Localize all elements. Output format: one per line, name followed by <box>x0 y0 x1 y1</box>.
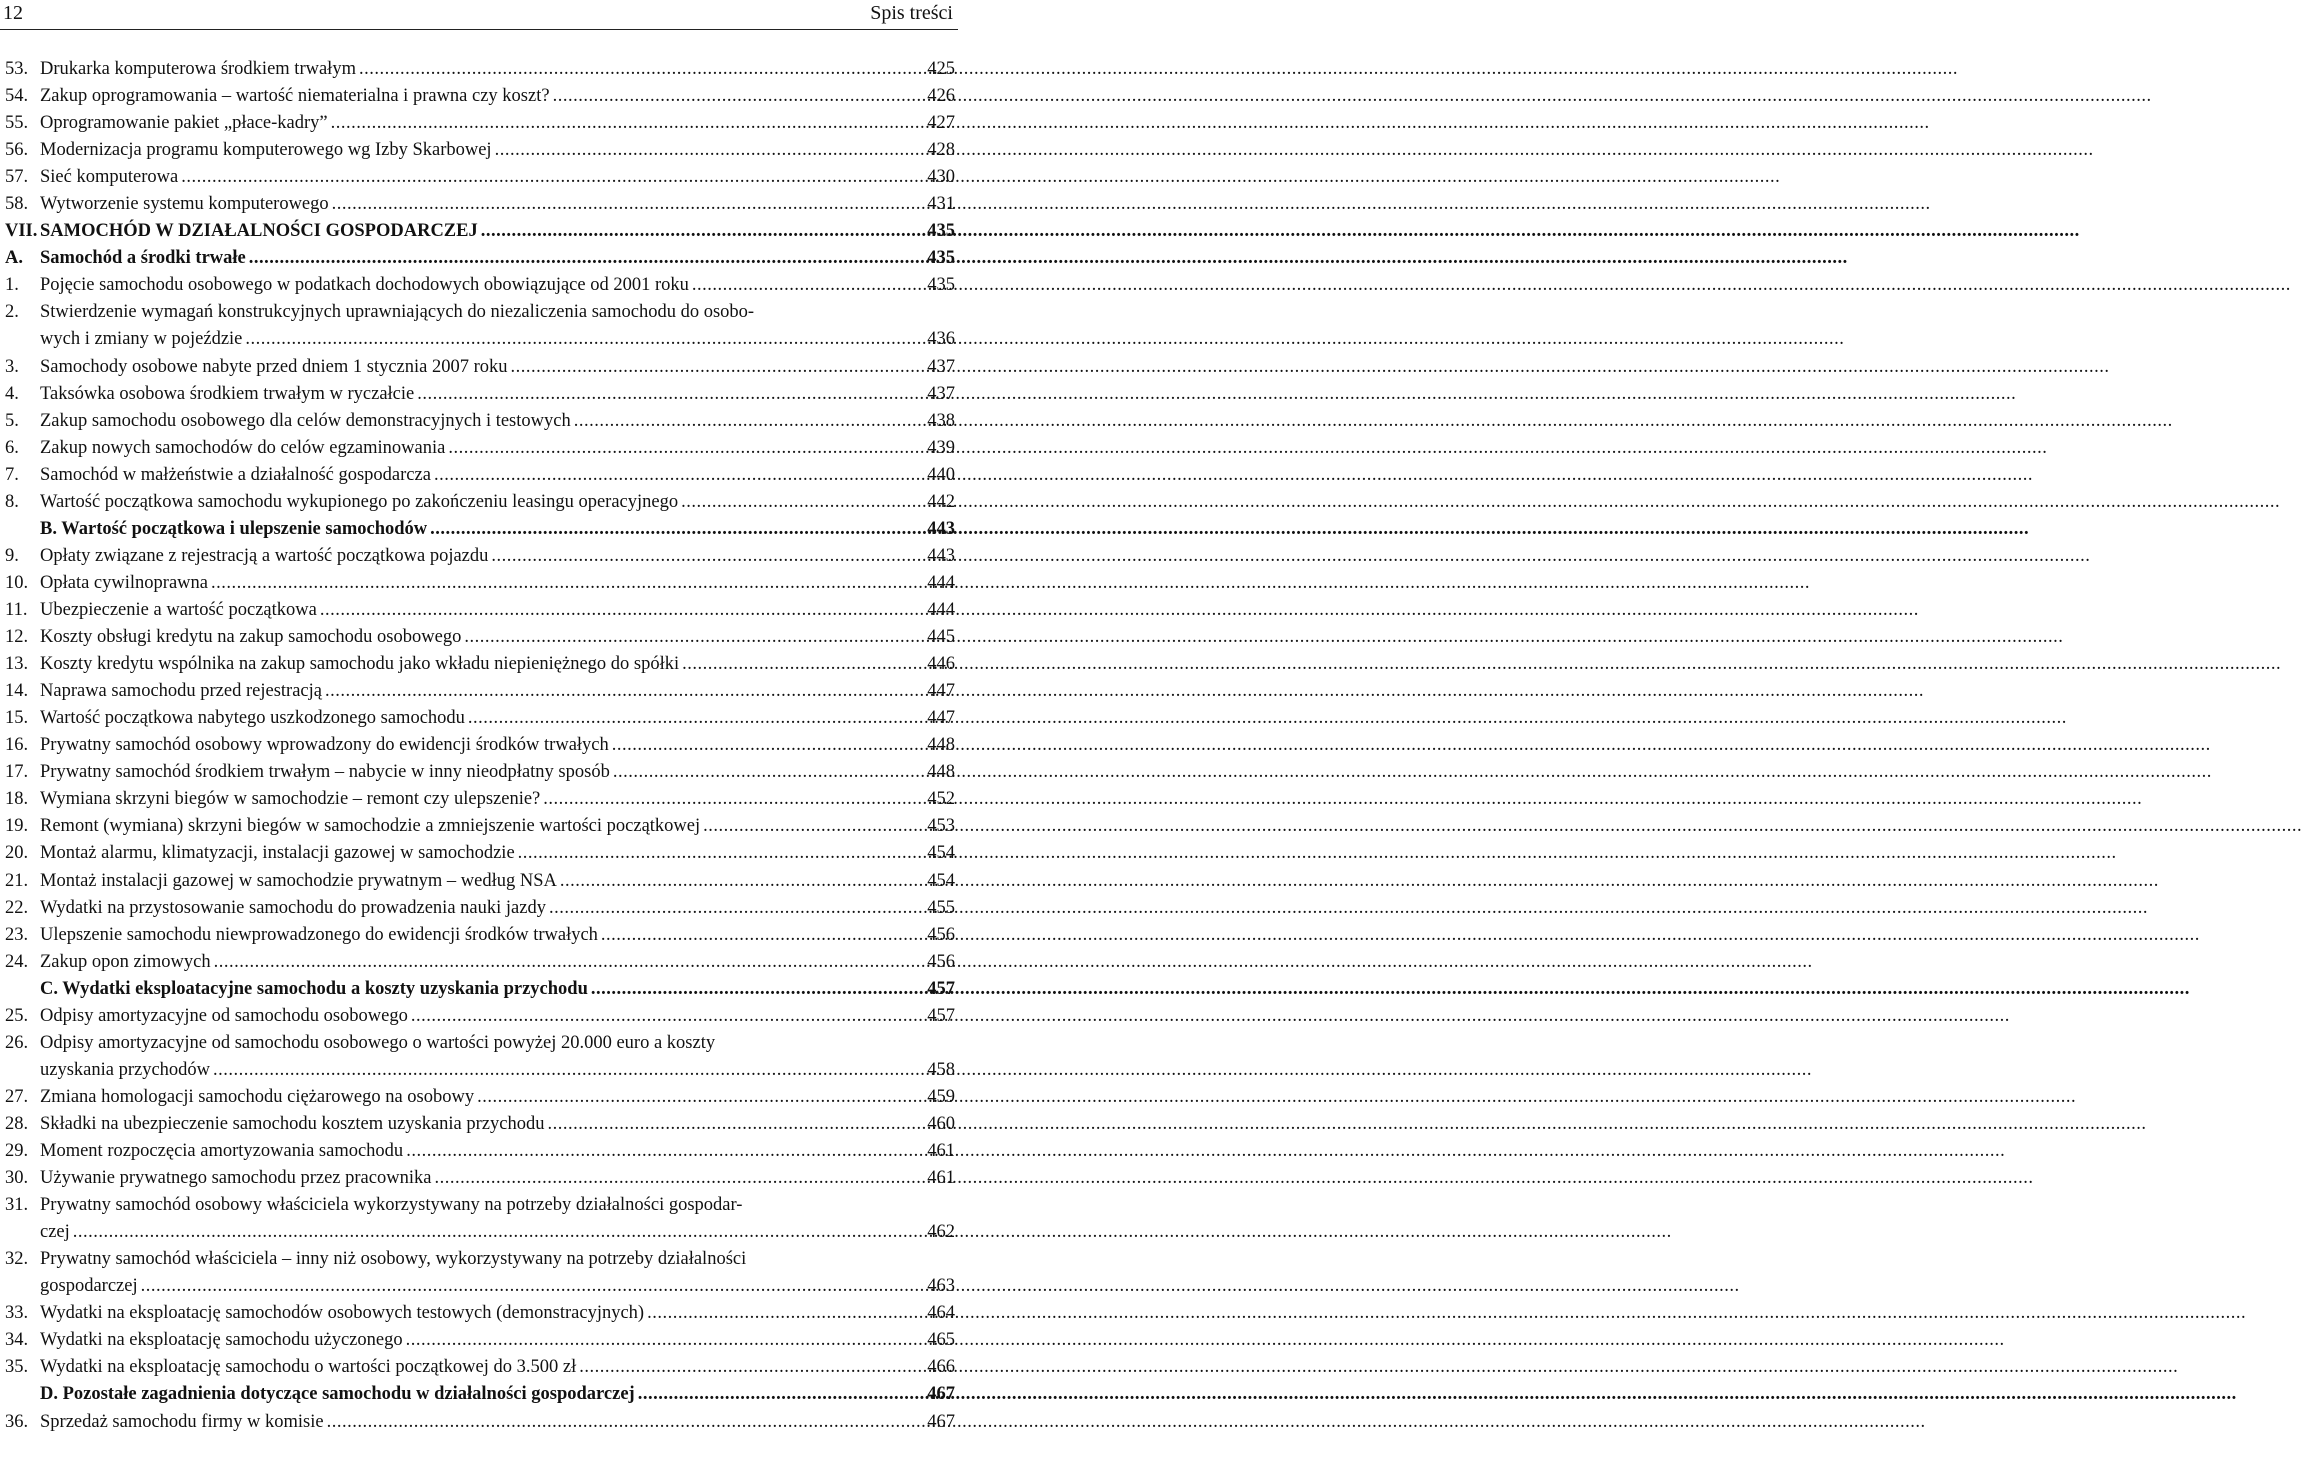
toc-entry[interactable] <box>0 381 960 408</box>
toc-entry-title: Koszty kredytu wspólnika na zakup samochodu jako wkładu niepieniężnego do spółki <box>40 654 680 675</box>
toc-entry-number: 6. <box>5 437 19 458</box>
dot-leader <box>638 1381 2237 1408</box>
toc-entry-page: 439 <box>927 437 955 458</box>
toc-entry-number: 57. <box>5 167 29 188</box>
toc-entry-title: Ulepszenie samochodu niewprowadzonego do ewidencji środków trwałych <box>40 924 598 945</box>
toc-entry-page: 427 <box>927 113 955 134</box>
toc-entry-title: Wartość początkowa samochodu wykupionego po zakończeniu leasingu operacyjnego <box>40 491 679 512</box>
toc-entry-title: czej <box>40 1222 70 1243</box>
dot-leader <box>518 840 2117 867</box>
dot-leader <box>331 110 1930 137</box>
toc-entry[interactable] <box>0 56 960 83</box>
toc-entry-page: 457 <box>927 1005 955 1026</box>
toc-entry-title: Taksówka osobowa środkiem trwałym w ryczałcie <box>40 383 415 404</box>
toc-entry-number: 14. <box>5 681 29 702</box>
toc-entry-number: 3. <box>5 356 19 377</box>
toc-entry-title: Wymiana skrzyni biegów w samochodzie – remont czy ulepszenie? <box>40 789 541 810</box>
toc-entry-number: 5. <box>5 410 19 431</box>
toc-entry-number: 56. <box>5 140 29 161</box>
toc-entry[interactable] <box>0 1300 960 1327</box>
toc-entry[interactable] <box>0 1003 960 1030</box>
dot-leader <box>591 976 2190 1003</box>
toc-entry-title: Wartość początkowa nabytego uszkodzonego samochodu <box>40 708 465 729</box>
dot-leader <box>213 1057 1812 1084</box>
toc-entry-title: Odpisy amortyzacyjne od samochodu osobowego o wartości powyżej 20.000 euro a koszty <box>40 1032 716 1053</box>
dot-leader <box>417 381 2016 408</box>
header-rule <box>0 29 958 30</box>
toc-entry-number: 12. <box>5 627 29 648</box>
toc-entry-page: 461 <box>927 1141 955 1161</box>
toc-entry-number: VII. <box>5 221 38 242</box>
toc-entry-title: Sieć komputerowa <box>40 167 179 188</box>
toc-entry-title: Zakup nowych samochodów do celów egzaminowania <box>40 437 446 458</box>
toc-entry-number: 34. <box>5 1330 29 1351</box>
toc-entry-page: 442 <box>927 491 955 512</box>
dot-leader <box>491 543 2090 570</box>
toc-entry-title: B. Wartość początkowa i ulepszenie samochodów <box>40 518 428 539</box>
toc-entry[interactable] <box>0 164 960 191</box>
toc-entry-number: A. <box>5 248 23 269</box>
dot-leader <box>249 245 1848 272</box>
toc-entry-number: 9. <box>5 545 19 566</box>
toc-entry-page: 444 <box>927 600 955 620</box>
toc-entry[interactable] <box>0 1084 960 1111</box>
toc-entry-title: gospodarczej <box>40 1276 138 1297</box>
toc-entry-number: 36. <box>5 1411 29 1432</box>
dot-leader <box>549 895 2148 922</box>
toc-entry-number: 30. <box>5 1168 29 1189</box>
dot-leader <box>477 1084 2076 1111</box>
toc-entry[interactable] <box>0 651 960 678</box>
toc-entry-page: 455 <box>927 897 955 918</box>
toc-entry-title: Wydatki na przystosowanie samochodu do prowadzenia nauki jazdy <box>40 897 546 918</box>
toc-entry-page: 430 <box>927 167 955 188</box>
toc-entry[interactable] <box>0 705 960 732</box>
toc-entry[interactable] <box>0 840 960 867</box>
toc-entry-page: 463 <box>927 1276 955 1297</box>
toc-entry-number: 7. <box>5 464 19 485</box>
toc-entry-title: Prywatny samochód osobowy właściciela wykorzystywany na potrzeby działalności gospodar- <box>40 1195 743 1216</box>
toc-entry-number: 10. <box>5 572 29 593</box>
toc-entry-page: 467 <box>927 1384 955 1405</box>
toc-entry-page: 440 <box>927 464 955 485</box>
dot-leader <box>181 164 1780 191</box>
toc-entry-page: 447 <box>927 708 955 729</box>
dot-leader <box>211 570 1810 597</box>
dot-leader <box>543 786 2142 813</box>
dot-leader <box>495 137 2094 164</box>
toc-entry-title: wych i zmiany w pojeździe <box>40 329 243 350</box>
toc-entry-title: Samochody osobowe nabyte przed dniem 1 stycznia 2007 roku <box>40 356 508 377</box>
toc-entry-page: 445 <box>927 627 955 648</box>
toc-entry-title: Sprzedaż samochodu firmy w komisie <box>40 1411 324 1432</box>
toc-entry-title: Remont (wymiana) skrzyni biegów w samochodzie a zmniejszenie wartości początkowej <box>40 816 701 837</box>
toc-entry-number: 23. <box>5 924 29 945</box>
toc-entry-number: 18. <box>5 789 29 810</box>
toc-entry[interactable] <box>0 1111 960 1138</box>
toc-entry-title: Zakup opon zimowych <box>40 951 211 972</box>
toc-entry[interactable] <box>0 110 960 137</box>
toc-entry-number: 17. <box>5 762 29 783</box>
dot-leader <box>481 218 2080 245</box>
dot-leader <box>214 949 1813 976</box>
toc-entry-number: 31. <box>5 1195 29 1216</box>
toc-entry-title: Wydatki na eksploatację samochodu o wartości początkowej do 3.500 zł <box>40 1357 577 1378</box>
toc-entry-page: 467 <box>927 1411 955 1432</box>
dot-leader <box>359 56 1958 83</box>
toc-entry-page: 462 <box>927 1222 955 1243</box>
toc-entry-title: Koszty obsługi kredytu na zakup samochodu osobowego <box>40 627 462 648</box>
toc-entry-title: Ubezpieczenie a wartość początkowa <box>40 600 317 620</box>
toc-entry-page: 443 <box>927 518 955 539</box>
toc-entry[interactable] <box>0 597 960 624</box>
toc-entry-page: 438 <box>927 410 955 431</box>
toc-entry-title: Odpisy amortyzacyjne od samochodu osobowego <box>40 1005 408 1026</box>
dot-leader <box>325 678 1924 705</box>
toc-entry-title: Montaż alarmu, klimatyzacji, instalacji gazowej w samochodzie <box>40 843 515 864</box>
toc-entry-page: 435 <box>927 221 955 242</box>
toc-entry[interactable] <box>0 1030 960 1084</box>
toc-entry-number: 27. <box>5 1086 29 1107</box>
toc-entry-number: 54. <box>5 86 29 107</box>
toc-entry[interactable] <box>0 1381 960 1408</box>
toc-entry-number: 11. <box>5 600 28 620</box>
dot-leader <box>574 408 2173 435</box>
toc-entry[interactable] <box>0 489 960 516</box>
toc-entry-page: 431 <box>927 194 955 215</box>
toc-entry-number: 25. <box>5 1005 29 1026</box>
toc-entry-page: 459 <box>927 1086 955 1107</box>
toc-entry[interactable] <box>0 435 960 462</box>
toc-entry-number: 19. <box>5 816 29 837</box>
toc-entry[interactable] <box>0 83 960 110</box>
toc-entry-number: 2. <box>5 302 19 323</box>
dot-leader <box>560 868 2159 895</box>
dot-leader <box>245 326 1844 353</box>
dot-leader <box>468 705 2067 732</box>
toc-entry-page: 437 <box>927 356 955 377</box>
toc-entry-number: 16. <box>5 735 29 756</box>
dot-leader <box>553 83 2152 110</box>
toc-entry[interactable] <box>0 1192 960 1246</box>
toc-entry-title: Prywatny samochód środkiem trwałym – nabycie w inny nieodpłatny sposób <box>40 762 610 783</box>
toc-entry-title: Pojęcie samochodu osobowego w podatkach dochodowych obowiązujące od 2001 roku <box>40 275 689 296</box>
toc-entry-title: Drukarka komputerowa środkiem trwałym <box>40 59 356 79</box>
toc-entry[interactable] <box>0 272 960 299</box>
toc-entry[interactable] <box>0 1327 960 1354</box>
toc-entry[interactable] <box>0 218 960 245</box>
toc-entry-number: 32. <box>5 1249 29 1270</box>
toc-entry-number: 21. <box>5 870 29 891</box>
toc-entry-page: 444 <box>927 572 955 593</box>
toc-entry[interactable] <box>0 1409 960 1436</box>
toc-entry[interactable] <box>0 245 960 272</box>
toc-entry-page: 456 <box>927 924 955 945</box>
toc-entry-page: 454 <box>927 870 955 891</box>
toc-entry-page: 437 <box>927 383 955 404</box>
toc-entry-title: Wytworzenie systemu komputerowego <box>40 194 329 215</box>
toc-entry-page: 458 <box>927 1059 955 1080</box>
toc-entry[interactable] <box>0 624 960 651</box>
toc-entry-number: 28. <box>5 1113 29 1134</box>
toc-entry-number: 13. <box>5 654 29 675</box>
toc-entry[interactable] <box>0 543 960 570</box>
toc-entry-page: 447 <box>927 681 955 702</box>
toc-entry-title: Samochód a środki trwałe <box>40 248 246 269</box>
toc-entry-page: 425 <box>927 59 955 79</box>
toc-entry-title: Prywatny samochód osobowy wprowadzony do ewidencji środków trwałych <box>40 735 609 756</box>
toc-entry[interactable] <box>0 1246 960 1300</box>
toc-entry[interactable] <box>0 895 960 922</box>
toc-entry-title: Wydatki na eksploatację samochodu użyczonego <box>40 1330 403 1351</box>
toc-entry[interactable] <box>0 299 960 353</box>
toc-entry-title: Samochód w małżeństwie a działalność gospodarcza <box>40 464 431 485</box>
toc-entry[interactable] <box>0 191 960 218</box>
dot-leader <box>332 191 1931 218</box>
toc-entry-title: Modernizacja programu komputerowego wg Izby Skarbowej <box>40 140 492 161</box>
toc-entry-page: 465 <box>927 1330 955 1351</box>
toc-entry-title: Zakup oprogramowania – wartość niematerialna i prawna czy koszt? <box>40 86 550 107</box>
toc-entry-page: 435 <box>927 248 955 269</box>
toc-entry[interactable] <box>0 408 960 435</box>
dot-leader <box>430 516 2029 543</box>
toc-entry-page: 435 <box>927 275 955 296</box>
toc-entry-title: Oprogramowanie pakiet „płace-kadry” <box>40 113 328 134</box>
dot-leader <box>612 732 2211 759</box>
toc-entry-title: Opłata cywilnoprawna <box>40 572 208 593</box>
dot-leader <box>464 624 2063 651</box>
toc-entry-number: 4. <box>5 383 19 404</box>
toc-entry-page: 426 <box>927 86 955 107</box>
toc-entry-title: Składki na ubezpieczenie samochodu kosztem uzyskania przychodu <box>40 1113 545 1134</box>
toc-entry-page: 446 <box>927 654 955 675</box>
toc-entry-page: 428 <box>927 140 955 161</box>
dot-leader <box>613 759 2212 786</box>
dot-leader <box>434 1165 2033 1192</box>
dot-leader <box>406 1327 2005 1354</box>
dot-leader <box>682 651 2281 678</box>
toc-entry-title: Zmiana homologacji samochodu ciężarowego na osobowy <box>40 1086 475 1107</box>
dot-leader <box>647 1300 2246 1327</box>
dot-leader <box>681 489 2280 516</box>
dot-leader <box>434 462 2033 489</box>
toc-entry[interactable] <box>0 759 960 786</box>
toc-entry-title: Opłaty związane z rejestracją a wartość początkowa pojazdu <box>40 545 489 566</box>
toc-entry-number: 29. <box>5 1141 29 1161</box>
toc-entry-title: Używanie prywatnego samochodu przez pracownika <box>40 1168 432 1189</box>
dot-leader <box>579 1354 2178 1381</box>
running-title: Spis treści <box>870 2 953 24</box>
toc-entry[interactable] <box>0 1354 960 1381</box>
toc-entry[interactable] <box>0 868 960 895</box>
toc-entry[interactable] <box>0 1138 960 1165</box>
toc-entry[interactable] <box>0 137 960 164</box>
toc-entry-number: 24. <box>5 951 29 972</box>
toc-entry-number: 26. <box>5 1032 29 1053</box>
toc-entry-title: Zakup samochodu osobowego dla celów demonstracyjnych i testowych <box>40 410 571 431</box>
toc-entry[interactable] <box>0 949 960 976</box>
dot-leader <box>411 1003 2010 1030</box>
toc-entry-number: 1. <box>5 275 19 296</box>
toc-entry-page: 460 <box>927 1113 955 1134</box>
toc-entry[interactable] <box>0 922 960 949</box>
toc-entry[interactable] <box>0 678 960 705</box>
toc-entry-number: 8. <box>5 491 19 512</box>
toc-entry-number: 53. <box>5 59 29 79</box>
toc-entry-page: 452 <box>927 789 955 810</box>
toc-entry-number: 22. <box>5 897 29 918</box>
toc-entry-page: 453 <box>927 816 955 837</box>
toc-entry-title: Moment rozpoczęcia amortyzowania samochodu <box>40 1141 404 1161</box>
toc-entry-number: 15. <box>5 708 29 729</box>
toc-entry-number: 33. <box>5 1303 29 1324</box>
toc-entry-page: 454 <box>927 843 955 864</box>
toc-entry-number: 58. <box>5 194 29 215</box>
toc-entry-title: C. Wydatki eksploatacyjne samochodu a koszty uzyskania przychodu <box>40 978 588 999</box>
toc-entry-page: 436 <box>927 329 955 350</box>
toc-entry-number: 55. <box>5 113 29 134</box>
toc-entry-title: SAMOCHÓD W DZIAŁALNOŚCI GOSPODARCZEJ <box>40 221 478 242</box>
toc-entry[interactable] <box>0 976 960 1003</box>
dot-leader <box>73 1219 1672 1246</box>
toc-entry-title: Wydatki na eksploatację samochodów osobowych testowych (demonstracyjnych) <box>40 1303 645 1324</box>
dot-leader <box>547 1111 2146 1138</box>
toc-entry-page: 461 <box>927 1168 955 1189</box>
toc-entry-title: Montaż instalacji gazowej w samochodzie prywatnym – według NSA <box>40 870 557 891</box>
toc-entry-title: Prywatny samochód właściciela – inny niż osobowy, wykorzystywany na potrzeby działalności <box>40 1249 747 1270</box>
toc-entry[interactable] <box>0 354 960 381</box>
dot-leader <box>448 435 2047 462</box>
toc-entry-page: 457 <box>927 978 955 999</box>
toc-entry[interactable] <box>0 462 960 489</box>
page-number: 12 <box>3 2 23 24</box>
dot-leader <box>406 1138 2005 1165</box>
toc-entry[interactable] <box>0 786 960 813</box>
dot-leader <box>601 922 2200 949</box>
toc-entry-title: Stwierdzenie wymagań konstrukcyjnych uprawniających do niezaliczenia samochodu do osobo- <box>40 302 755 323</box>
toc-entry-number: 20. <box>5 843 29 864</box>
dot-leader <box>327 1409 1926 1436</box>
toc-entry[interactable] <box>0 516 960 543</box>
toc-entry-page: 443 <box>927 545 955 566</box>
toc-entry-page: 448 <box>927 762 955 783</box>
toc-entry[interactable] <box>0 732 960 759</box>
toc-entry[interactable] <box>0 1165 960 1192</box>
toc-entry-page: 456 <box>927 951 955 972</box>
toc-entry[interactable] <box>0 813 960 840</box>
toc-entry[interactable] <box>0 570 960 597</box>
toc-entry-page: 464 <box>927 1303 955 1324</box>
toc-entry-title: uzyskania przychodów <box>40 1059 211 1080</box>
dot-leader <box>320 597 1919 624</box>
toc-entry-page: 448 <box>927 735 955 756</box>
toc-entry-title: D. Pozostałe zagadnienia dotyczące samochodu w działalności gospodarczej <box>40 1384 635 1405</box>
page-header <box>0 0 960 30</box>
toc-entry-number: 35. <box>5 1357 29 1378</box>
toc-entry-page: 466 <box>927 1357 955 1378</box>
dot-leader <box>511 354 2110 381</box>
toc-entry-title: Naprawa samochodu przed rejestracją <box>40 681 322 702</box>
